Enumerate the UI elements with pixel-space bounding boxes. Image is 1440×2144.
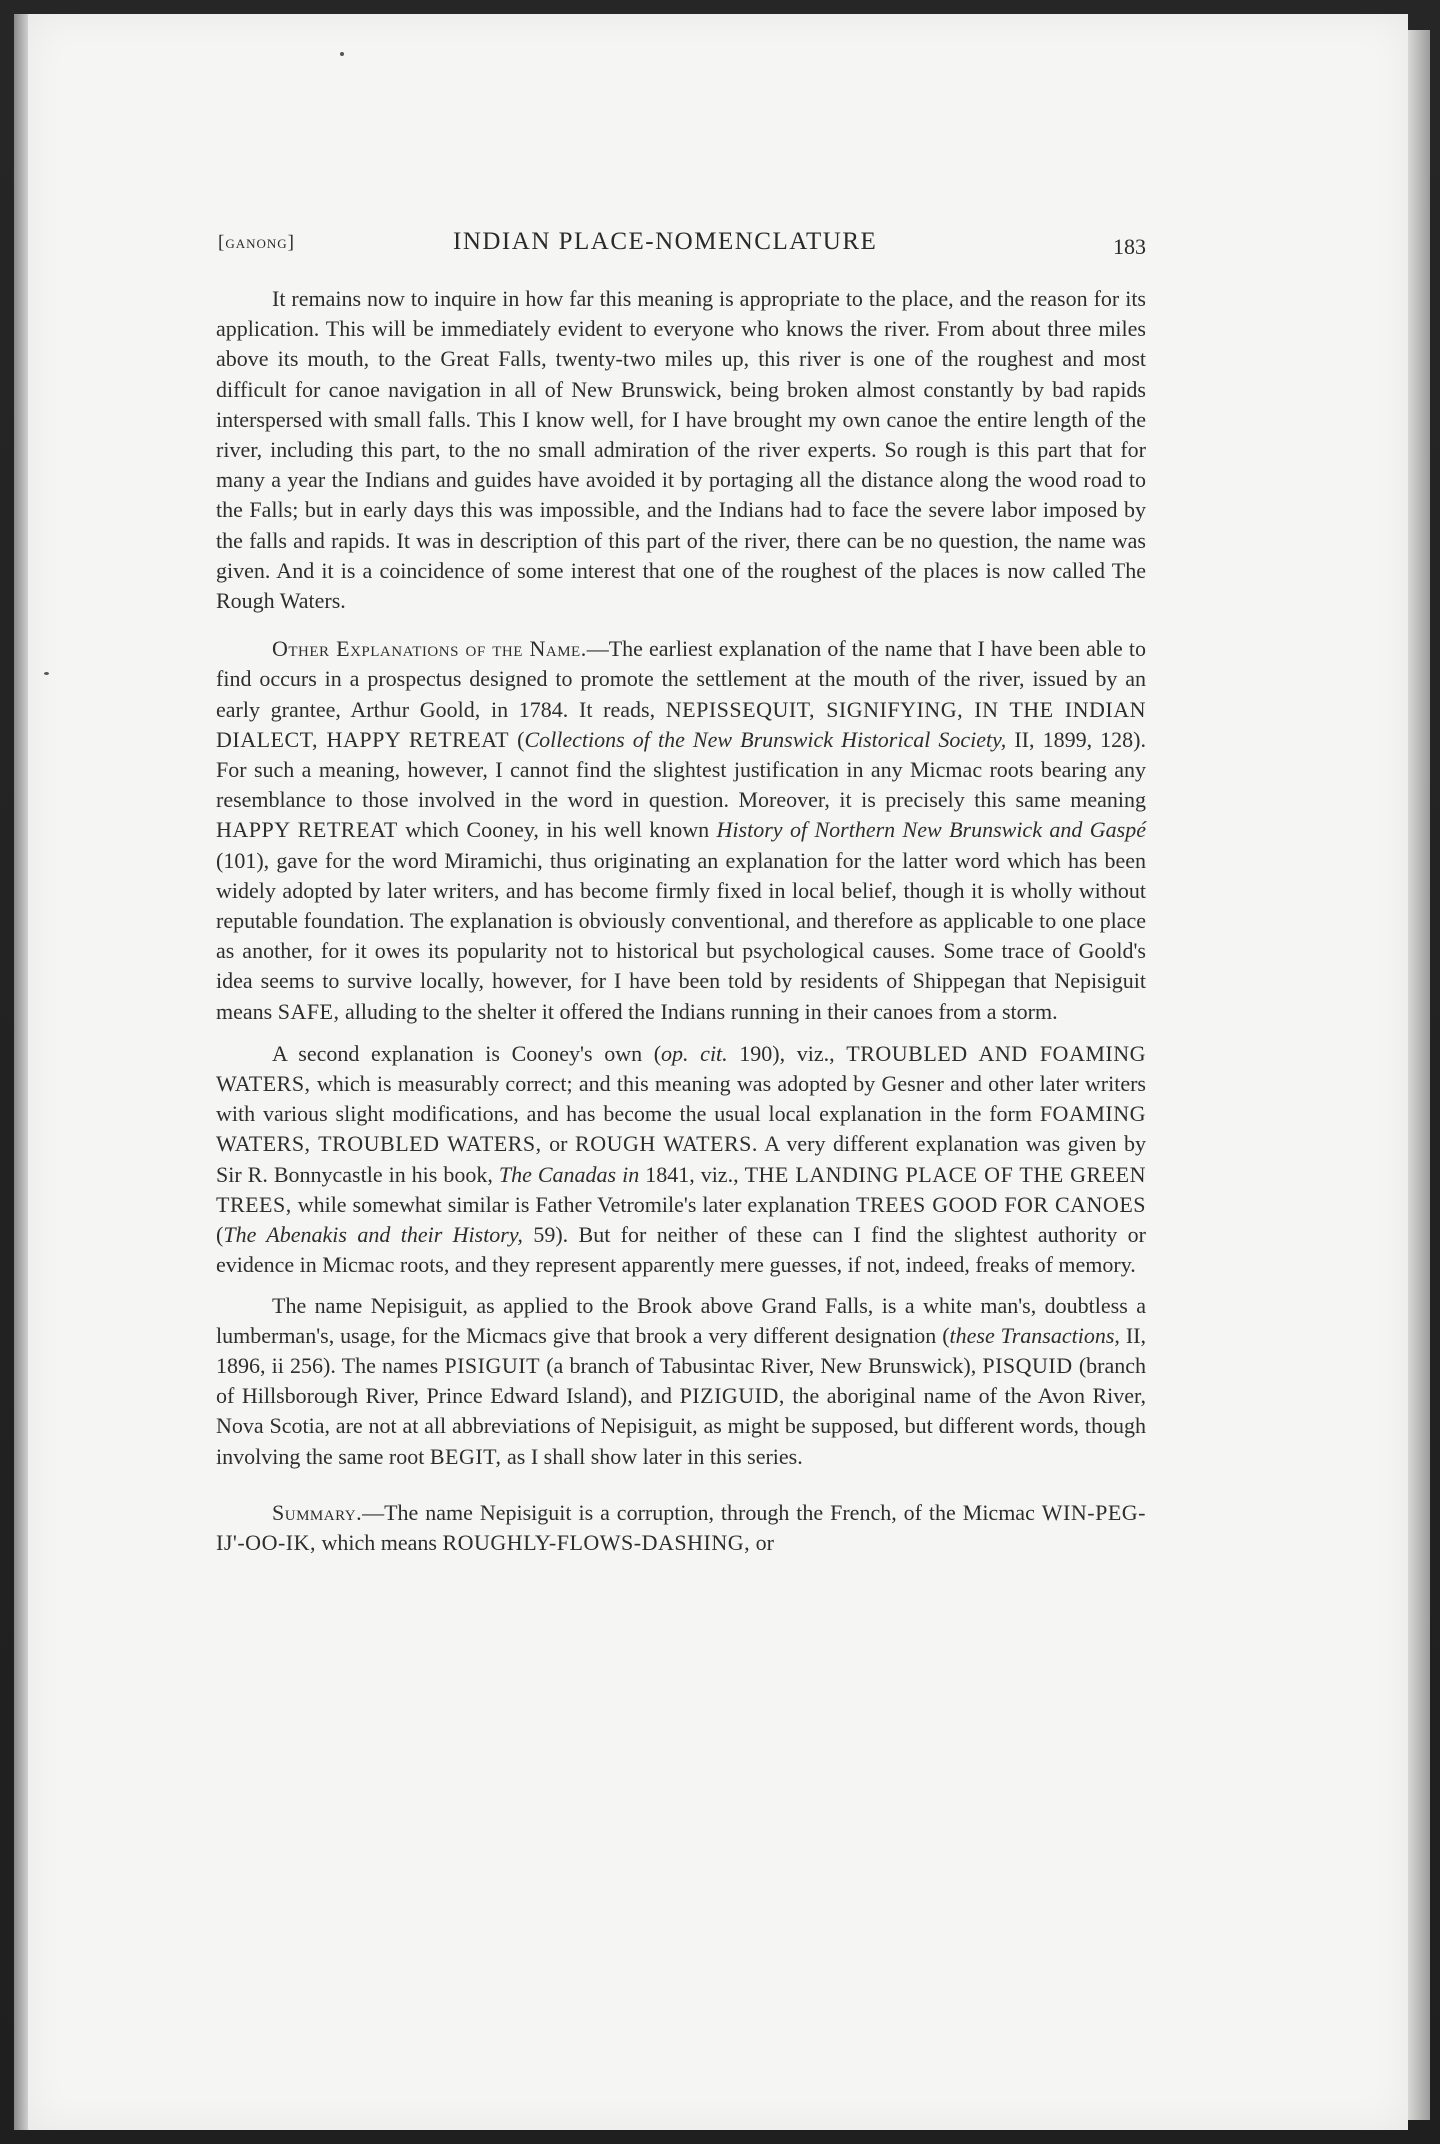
paragraph-second-explanation bbox=[216, 1039, 1146, 1281]
paragraph-meaning-appropriateness bbox=[216, 284, 1146, 616]
text-run: A second explanation is Cooney's own ( bbox=[272, 1040, 662, 1066]
text-run: ( bbox=[216, 1222, 224, 1248]
text-run: alluding to the shelter it offered the Indians running in their canoes from a storm. bbox=[339, 998, 1058, 1024]
text-run: while somewhat similar is Father Vetromile's later explanation bbox=[291, 1191, 857, 1217]
caps-term: ROUGHLY-FLOWS-DASHING, bbox=[442, 1529, 751, 1555]
paragraph-brook-name bbox=[216, 1291, 1146, 1472]
caps-term: ROUGH WATERS. bbox=[575, 1131, 758, 1157]
citation-title: op. cit. bbox=[661, 1040, 728, 1066]
paragraph-summary bbox=[216, 1498, 1146, 1558]
text-run: The name Nepisiguit, as applied to the Brook above Grand Falls, is a white man's, doubtless a lumberman's, usage, for the Micmacs give that brook a very different designation ( bbox=[216, 1292, 1146, 1348]
caps-term: PIZIGUID, bbox=[679, 1383, 785, 1409]
text-run: which is measurably correct; and this meaning was adopted by Gesner and other later writers with various slight modifications, and has become the usual local explanation in the form bbox=[216, 1071, 1146, 1127]
text-run: (branch of Hillsborough River, Prince Edward Island), and bbox=[216, 1352, 1146, 1409]
citation-title: The Abenakis and their History, bbox=[223, 1222, 523, 1248]
text-run: (a branch of Tabusintac River, New Brunswick), bbox=[540, 1352, 983, 1378]
section-heading: Summary. bbox=[272, 1499, 363, 1525]
text-run: 59). But for neither of these can I find the slightest authority or evidence in Micmac roots, and they represent apparently mere guesses, if not, indeed, freaks of memory. bbox=[216, 1222, 1146, 1278]
text-run: which means bbox=[316, 1529, 443, 1555]
text-run: II, 1899, 128). For such a meaning, however, I cannot find the slightest justification in any Micmac roots bearing any resemblance to those involved in the word in question. Moreover, it is precisely this same meaning bbox=[216, 726, 1146, 813]
text-run: (101), gave for the word Miramichi, thus originating an explanation for the latter word which has been widely adopted by later writers, and has become firmly fixed in local belief, though it is wholly without reputable foundation. The explanation is obviously conventional, and therefore as applicable to one place as another, for it owes its popularity not to historical but psychological causes. Some trace of Goold's idea seems to survive locally, however, for I have been told by residents of Shippegan that Nepisiguit means bbox=[216, 847, 1146, 1024]
citation-title: Collections of the New Brunswick Historical Society, bbox=[524, 726, 1007, 752]
scan-speck bbox=[340, 52, 344, 56]
text-run: —The name Nepisiguit is a corruption, through the French, of the Micmac bbox=[362, 1499, 1042, 1525]
text-run: 190), viz., bbox=[727, 1040, 847, 1066]
scan-speck bbox=[44, 672, 49, 675]
caps-term: WIN-PEG-IJ'-OO-IK, bbox=[216, 1499, 1146, 1555]
caps-term: SAFE, bbox=[277, 998, 340, 1024]
running-header bbox=[218, 228, 1146, 262]
section-heading: Other Explanations of the Name. bbox=[272, 636, 587, 662]
text-run: ( bbox=[509, 726, 525, 752]
page-body bbox=[216, 284, 1146, 1558]
caps-term: NEPISSEQUIT, SIGNIFYING, IN THE INDIAN DIALECT, HAPPY RETREAT bbox=[216, 696, 1146, 752]
page-edge-right bbox=[1408, 30, 1430, 2120]
paragraph-text: It remains now to inquire in how far this meaning is appropriate to the place, and the reason for its application. This will be immediately evident to everyone who knows the river. From about three miles above its mouth, to the Great Falls, twenty-two miles up, this river is one of the roughest and most difficult for canoe navigation in all of New Brunswick, being broken almost constantly by bad rapids interspersed with small falls. This I know well, for I have brought my own canoe the entire length of the river, including this part, to the no small admiration of the river experts. So rough is this part that for many a year the Indians and guides have avoided it by portaging all the distance along the wood road to the Falls; but in early days this was impossible, and the Indians had to face the severe labor imposed by the falls and rapids. It was in description of this part of the river, there can be no question, the name was given. And it is a coincidence of some interest that one of the roughest of the places is now called The Rough Waters. bbox=[216, 286, 1146, 614]
caps-term: TROUBLED AND FOAMING WATERS, bbox=[216, 1040, 1146, 1097]
text-run: as I shall show later in this series. bbox=[501, 1443, 803, 1469]
text-run: II, 1896, ii 256). The names bbox=[216, 1322, 1146, 1378]
text-run: —The earliest explanation of the name that I have been able to find occurs in a prospectus designed to promote the settlement at the mouth of the river, issued by an early grantee, Arthur Goold, in 1784. It reads, bbox=[216, 636, 1146, 722]
caps-term: HAPPY RETREAT bbox=[216, 817, 398, 843]
caps-term: PISQUID bbox=[982, 1352, 1073, 1378]
text-run: which Cooney, in his well known bbox=[397, 817, 717, 843]
caps-term: FOAMING WATERS, TROUBLED WATERS, bbox=[216, 1101, 1146, 1157]
citation-title: History of Northern New Brunswick and Gaspé bbox=[716, 817, 1147, 843]
citation-title: these Transactions, bbox=[949, 1322, 1120, 1348]
running-author: [ganong] bbox=[218, 232, 295, 253]
text-run: or bbox=[541, 1131, 576, 1157]
caps-term: PISIGUIT bbox=[444, 1352, 541, 1378]
text-run: or bbox=[750, 1529, 774, 1555]
citation-title: The Canadas in bbox=[498, 1161, 640, 1187]
running-title: INDIAN PLACE-NOMENCLATURE bbox=[453, 228, 878, 255]
paragraph-other-explanations bbox=[216, 634, 1146, 1027]
text-run: the aboriginal name of the Avon River, Nova Scotia, are not at all abbreviations of Nepisiguit, as might be supposed, but different words, though involving the same root bbox=[216, 1383, 1146, 1469]
text-run: 1841, viz., bbox=[639, 1161, 745, 1187]
caps-term: THE LANDING PLACE OF THE GREEN TREES, bbox=[216, 1161, 1146, 1217]
caps-term: BEGIT, bbox=[429, 1443, 502, 1469]
page-edge-left bbox=[14, 14, 28, 2130]
page-number: 183 bbox=[1113, 234, 1146, 259]
caps-term: TREES GOOD FOR CANOES bbox=[856, 1191, 1146, 1217]
text-run: A very different explanation was given by Sir R. Bonnycastle in his book, bbox=[216, 1131, 1147, 1187]
